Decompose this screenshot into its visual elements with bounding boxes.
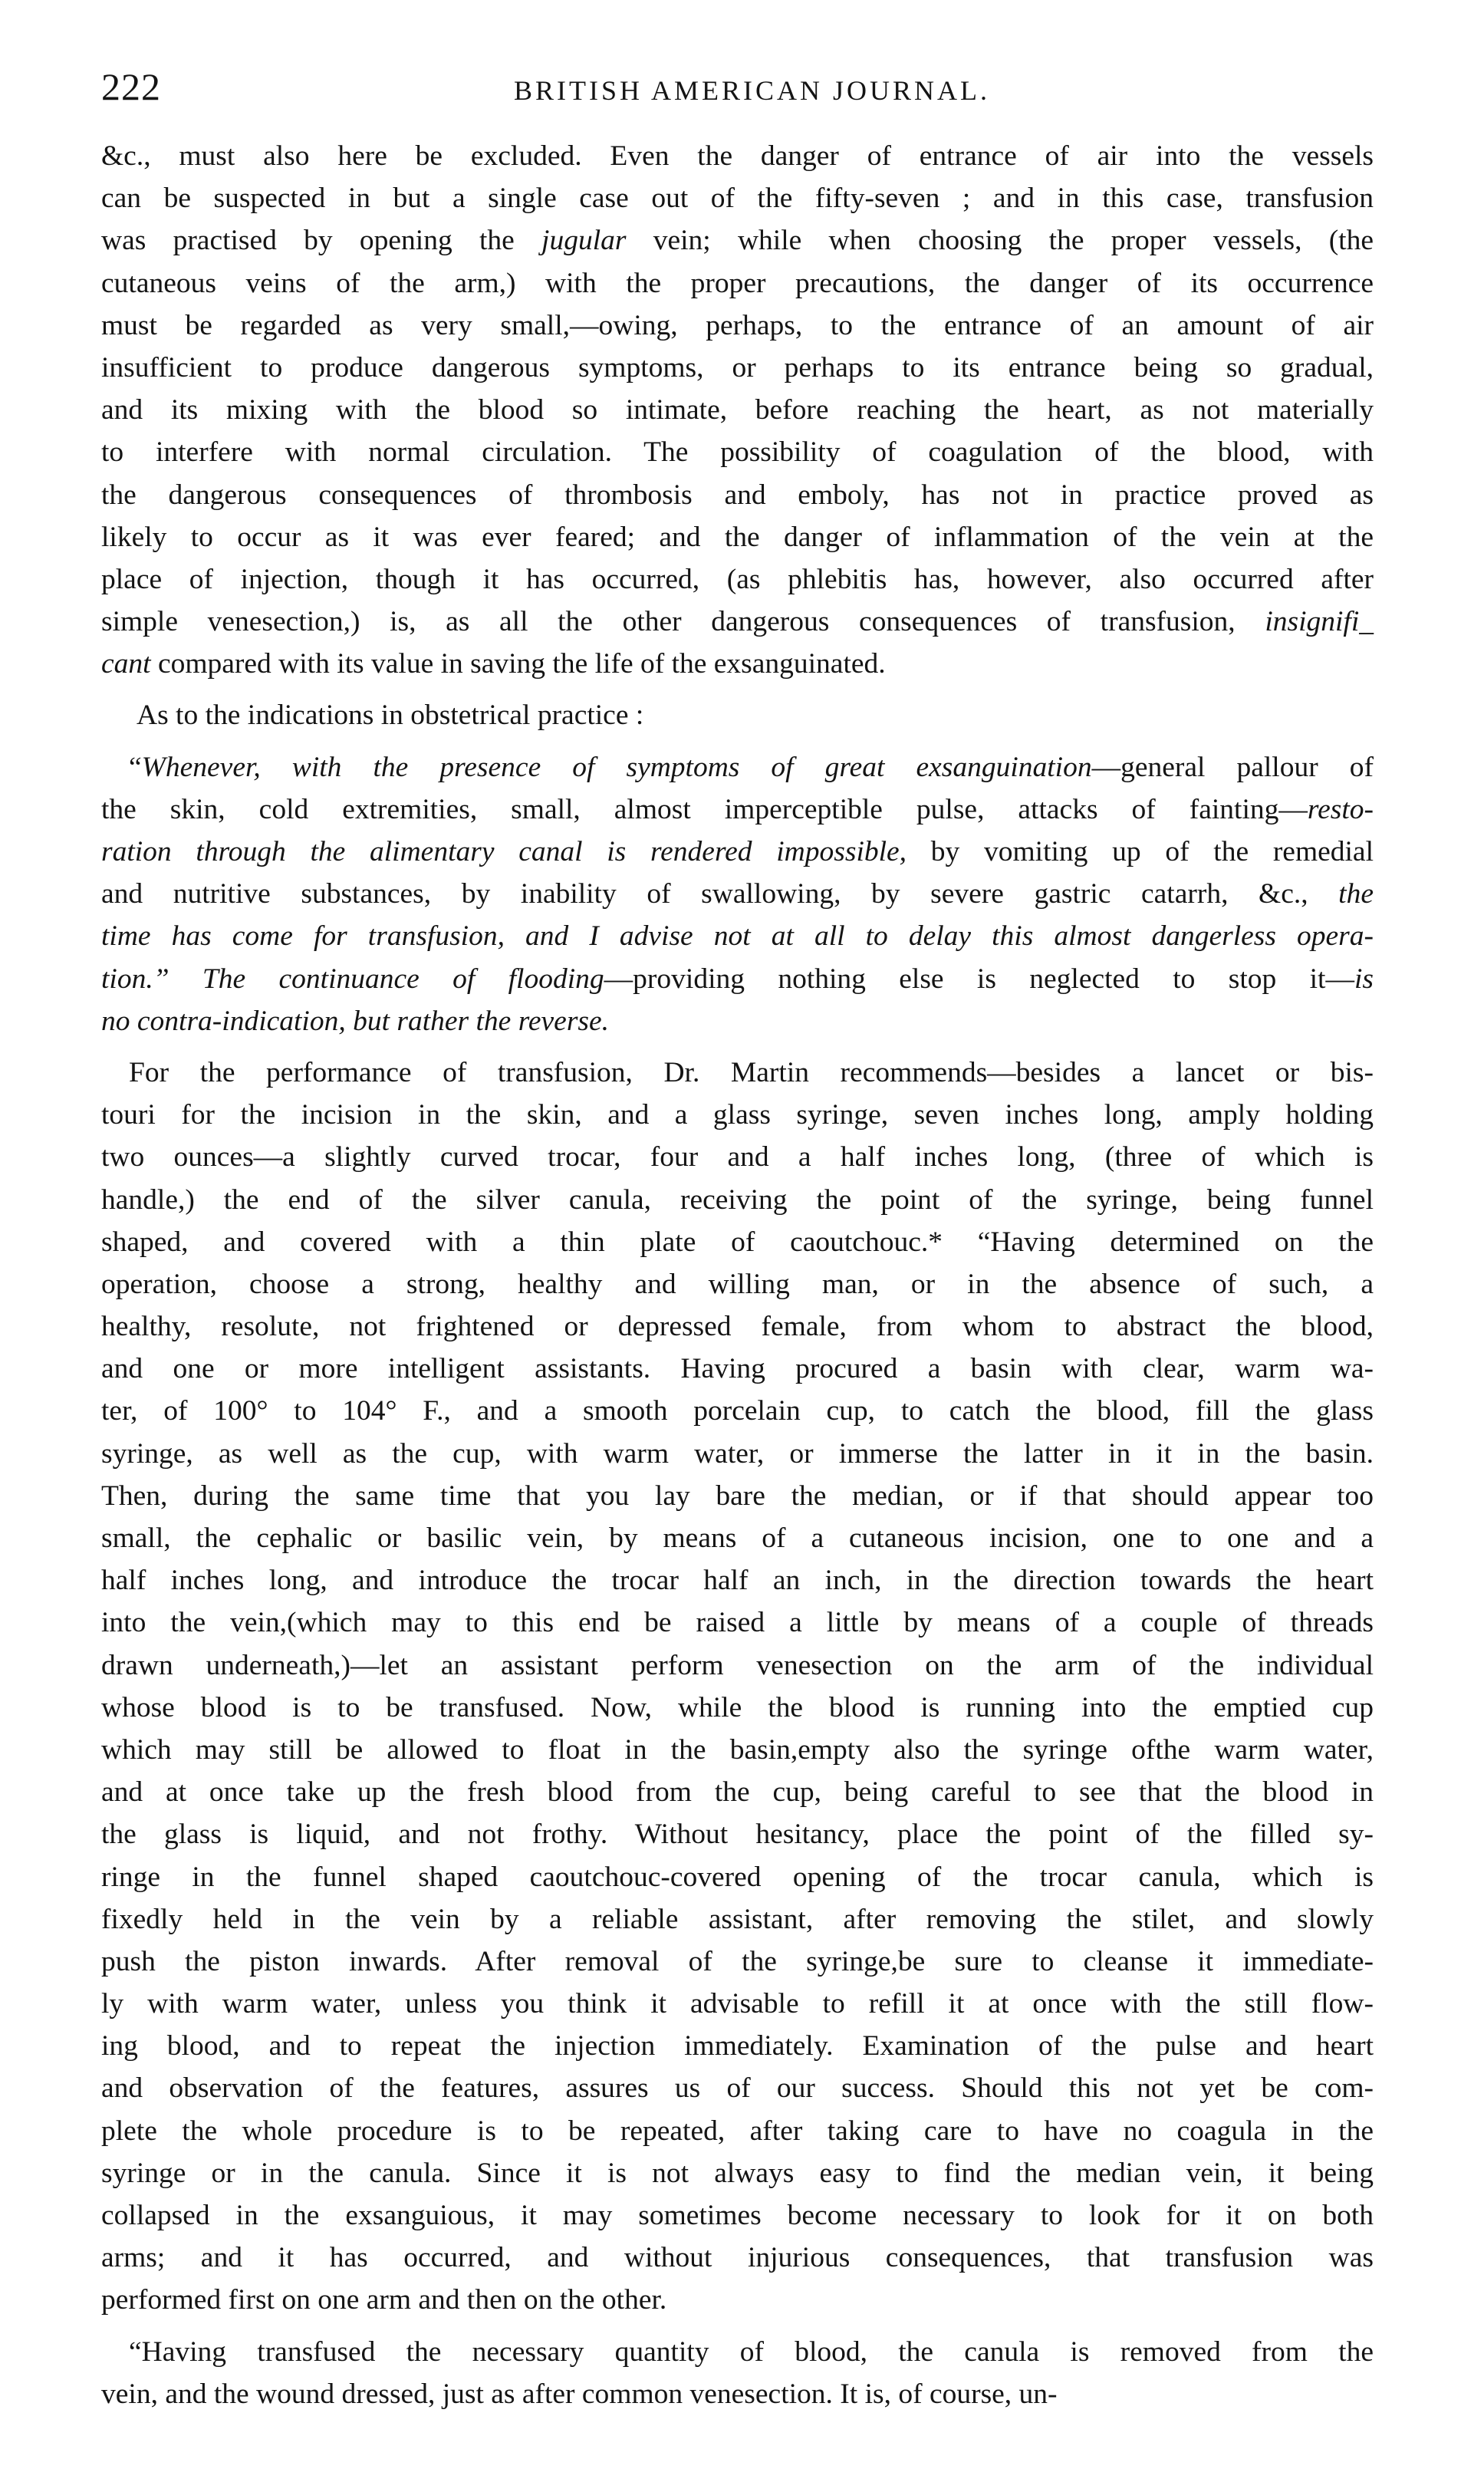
italic-run: insignifi_ bbox=[1265, 606, 1374, 638]
text-line bbox=[101, 694, 1374, 736]
text-line bbox=[101, 1941, 1374, 1983]
italic-run: cant bbox=[101, 648, 151, 680]
text-line bbox=[101, 304, 1374, 347]
text-line bbox=[101, 1644, 1374, 1687]
text-run: by vomiting up of the remedial bbox=[907, 836, 1374, 867]
text-line bbox=[101, 2237, 1374, 2279]
paragraph-gap bbox=[101, 1042, 1374, 1052]
text-run: vein; while when choosing the proper vessels, (the bbox=[626, 225, 1374, 257]
text-run: simple venesection,) is, as all the other dangerous consequences of transfusion, bbox=[101, 606, 1265, 638]
text-line bbox=[101, 135, 1374, 177]
paragraph-p5 bbox=[101, 2331, 1374, 2415]
text-run: the dangerous consequences of thrombosis and emboly, has not in practice proved as bbox=[101, 479, 1374, 511]
paragraph-p3 bbox=[101, 746, 1374, 1042]
text-run: and nutritive substances, by inability of swallowing, by severe gastric catarrh, &c., bbox=[101, 878, 1339, 910]
text-line bbox=[101, 347, 1374, 389]
text-line bbox=[101, 1983, 1374, 2025]
text-line bbox=[101, 1433, 1374, 1475]
text-run: plete the whole procedure is to be repeated, after taking care to have no coagula in the bbox=[101, 2115, 1374, 2147]
text-run: “Having transfused the necessary quantity of blood, the canula is removed from the bbox=[129, 2336, 1374, 2368]
text-line bbox=[101, 1179, 1374, 1221]
text-run: was practised by opening the bbox=[101, 225, 542, 257]
text-run: ly with warm water, unless you think it advisable to refill it at once with the still flow- bbox=[101, 1988, 1374, 2020]
text-line bbox=[101, 1856, 1374, 1898]
text-run: vein, and the wound dressed, just as after common venesection. It is, of course, un- bbox=[101, 2378, 1058, 2410]
text-run: two ounces—a slightly curved trocar, four and a half inches long, (three of which is bbox=[101, 1141, 1374, 1174]
text-run: insufficient to produce dangerous symptoms, or perhaps to its entrance being so gradual, bbox=[101, 351, 1374, 383]
text-line bbox=[101, 915, 1374, 957]
text-line bbox=[101, 746, 1374, 788]
text-line bbox=[101, 177, 1374, 219]
text-line bbox=[101, 1221, 1374, 1263]
text-run: —general pallour of bbox=[1091, 751, 1374, 783]
text-run: the glass is liquid, and not frothy. Without hesitancy, place the point of the filled sy- bbox=[101, 1819, 1374, 1851]
paragraph-p1 bbox=[101, 135, 1374, 685]
text-line bbox=[101, 2373, 1374, 2415]
text-line bbox=[101, 516, 1374, 558]
text-run: the skin, cold extremities, small, almost imperceptible pulse, attacks of fainting— bbox=[101, 793, 1308, 825]
text-line bbox=[101, 431, 1374, 473]
text-line bbox=[101, 1601, 1374, 1644]
text-line bbox=[101, 1136, 1374, 1178]
text-line bbox=[101, 1348, 1374, 1390]
text-run bbox=[169, 963, 202, 995]
text-run: to interfere with normal circulation. The possibility of coagulation of the blood, with bbox=[101, 436, 1374, 469]
text-line bbox=[101, 788, 1374, 831]
text-run: “ bbox=[129, 751, 142, 783]
text-line bbox=[101, 2067, 1374, 2109]
text-run: For the performance of transfusion, Dr. Martin recommends—besides a lancet or bis- bbox=[129, 1056, 1374, 1088]
text-run: and its mixing with the blood so intimate, before reaching the heart, as not materially bbox=[101, 394, 1374, 426]
article-body bbox=[101, 135, 1374, 2415]
text-run: shaped, and covered with a thin plate of caoutchouc.* “Having determined on the bbox=[101, 1226, 1374, 1258]
text-run: must be regarded as very small,—owing, perhaps, to the entrance of an amount of air bbox=[101, 309, 1374, 341]
text-run: healthy, resolute, not frightened or depressed female, from whom to abstract the blood, bbox=[101, 1311, 1374, 1343]
text-run: drawn underneath,)—let an assistant perform venesection on the arm of the individual bbox=[101, 1649, 1374, 1681]
italic-run: resto- bbox=[1307, 793, 1374, 825]
text-line bbox=[101, 2152, 1374, 2194]
italic-run: Whenever, with the presence of symptoms of great exsanguination bbox=[141, 751, 1092, 783]
text-run: which may still be allowed to float in the basin,empty also the syringe ofthe warm water, bbox=[101, 1733, 1374, 1766]
text-run: into the vein,(which may to this end be raised a little by means of a couple of threads bbox=[101, 1607, 1374, 1639]
journal-title: BRITISH AMERICAN JOURNAL. bbox=[513, 75, 991, 106]
italic-run: is bbox=[1354, 963, 1374, 995]
text-line bbox=[101, 1687, 1374, 1729]
paragraph-gap bbox=[101, 2322, 1374, 2331]
text-run: collapsed in the exsanguious, it may sometimes become necessary to look for it on both bbox=[101, 2200, 1374, 2231]
text-run: handle,) the end of the silver canula, receiving the point of the syringe, being funnel bbox=[101, 1183, 1374, 1216]
text-line bbox=[101, 1052, 1374, 1094]
text-run: ing blood, and to repeat the injection immediately. Examination of the pulse and heart bbox=[101, 2030, 1374, 2062]
text-run: half inches long, and introduce the trocar half an inch, in the direction towards the heart bbox=[101, 1565, 1374, 1597]
text-line bbox=[101, 558, 1374, 601]
text-line bbox=[101, 1305, 1374, 1348]
page-number: 222 bbox=[101, 65, 161, 108]
text-run: As to the indications in obstetrical practice : bbox=[137, 700, 644, 732]
paragraph-gap bbox=[101, 685, 1374, 694]
text-run: push the piston inwards. After removal of the syringe,be sure to cleanse it immediate- bbox=[101, 1945, 1374, 1977]
paragraph-p4 bbox=[101, 1052, 1374, 2322]
text-run: ringe in the funnel shaped caoutchouc-covered opening of the trocar canula, which is bbox=[101, 1861, 1374, 1893]
text-line bbox=[101, 2331, 1374, 2373]
text-run: whose blood is to be transfused. Now, while the blood is running into the emptied cup bbox=[101, 1691, 1374, 1723]
text-line bbox=[101, 2194, 1374, 2237]
text-run: —providing nothing else is neglected to stop it— bbox=[604, 963, 1354, 995]
text-line bbox=[101, 1729, 1374, 1771]
text-line bbox=[101, 958, 1374, 1000]
text-line bbox=[101, 219, 1374, 262]
text-line bbox=[101, 474, 1374, 516]
text-run: likely to occur as it was ever feared; and the danger of inflammation of the vein at the bbox=[101, 521, 1374, 553]
text-run: &c., must also here be excluded. Even the danger of entrance of air into the vessels bbox=[101, 140, 1374, 172]
text-run: place of injection, though it has occurred, (as phlebitis has, however, also occurred after bbox=[101, 563, 1374, 595]
italic-run: ration through the alimentary canal is rendered impossible, bbox=[101, 836, 907, 867]
text-run: operation, choose a strong, healthy and willing man, or in the absence of such, a bbox=[101, 1268, 1374, 1300]
running-header bbox=[101, 64, 1374, 112]
text-run: touri for the incision in the skin, and a glass syringe, seven inches long, amply holding bbox=[101, 1099, 1374, 1131]
italic-run: no contra-indication, but rather the reverse. bbox=[101, 1005, 610, 1037]
italic-run: time has come for transfusion, and I advise not at all to delay this almost dangerless opera- bbox=[101, 920, 1374, 953]
text-line bbox=[101, 2279, 1374, 2321]
text-run: and one or more intelligent assistants. Having procured a basin with clear, warm wa- bbox=[101, 1353, 1374, 1385]
text-line bbox=[101, 643, 1374, 685]
text-run: can be suspected in but a single case out of the fifty-seven ; and in this case, transfusion bbox=[101, 183, 1374, 215]
text-line bbox=[101, 831, 1374, 873]
text-run: syringe, as well as the cup, with warm water, or immerse the latter in it in the basin. bbox=[101, 1437, 1374, 1470]
paragraph-gap bbox=[101, 737, 1374, 746]
text-line bbox=[101, 1813, 1374, 1855]
text-line bbox=[101, 2110, 1374, 2152]
text-run: and observation of the features, assures us of our success. Should this not yet be com- bbox=[101, 2072, 1374, 2105]
text-line bbox=[101, 1263, 1374, 1305]
text-line bbox=[101, 1898, 1374, 1941]
text-run: fixedly held in the vein by a reliable assistant, after removing the stilet, and slowly bbox=[101, 1903, 1374, 1935]
text-run: arms; and it has occurred, and without injurious consequences, that transfusion was bbox=[101, 2242, 1374, 2274]
text-run: small, the cephalic or basilic vein, by means of a cutaneous incision, one to one and a bbox=[101, 1522, 1374, 1554]
text-line bbox=[101, 1771, 1374, 1813]
italic-run: the bbox=[1338, 878, 1374, 910]
text-run: performed first on one arm and then on the other. bbox=[101, 2284, 667, 2316]
text-run: Then, during the same time that you lay bare the median, or if that should appear too bbox=[101, 1480, 1374, 1512]
text-line bbox=[101, 1517, 1374, 1559]
italic-run: tion.” bbox=[101, 963, 169, 995]
text-line bbox=[101, 389, 1374, 431]
text-line bbox=[101, 601, 1374, 643]
text-line bbox=[101, 1094, 1374, 1136]
text-line bbox=[101, 873, 1374, 915]
italic-run: jugular bbox=[541, 225, 627, 257]
text-line bbox=[101, 1559, 1374, 1601]
paragraph-p2 bbox=[101, 694, 1374, 736]
italic-run: The continuance of flooding bbox=[202, 963, 604, 995]
text-run: cutaneous veins of the arm,) with the proper precautions, the danger of its occurrence bbox=[101, 267, 1374, 299]
text-run: and at once take up the fresh blood from the cup, being careful to see that the blood in bbox=[101, 1776, 1374, 1809]
text-line bbox=[101, 262, 1374, 304]
text-line bbox=[101, 2025, 1374, 2067]
text-line bbox=[101, 1390, 1374, 1432]
text-run: compared with its value in saving the life of the exsanguinated. bbox=[150, 648, 886, 680]
text-run: syringe or in the canula. Since it is not always easy to find the median vein, it being bbox=[101, 2157, 1374, 2189]
text-line bbox=[101, 1000, 1374, 1042]
text-line bbox=[101, 1475, 1374, 1517]
text-run: ter, of 100° to 104° F., and a smooth porcelain cup, to catch the blood, fill the glass bbox=[101, 1395, 1374, 1427]
